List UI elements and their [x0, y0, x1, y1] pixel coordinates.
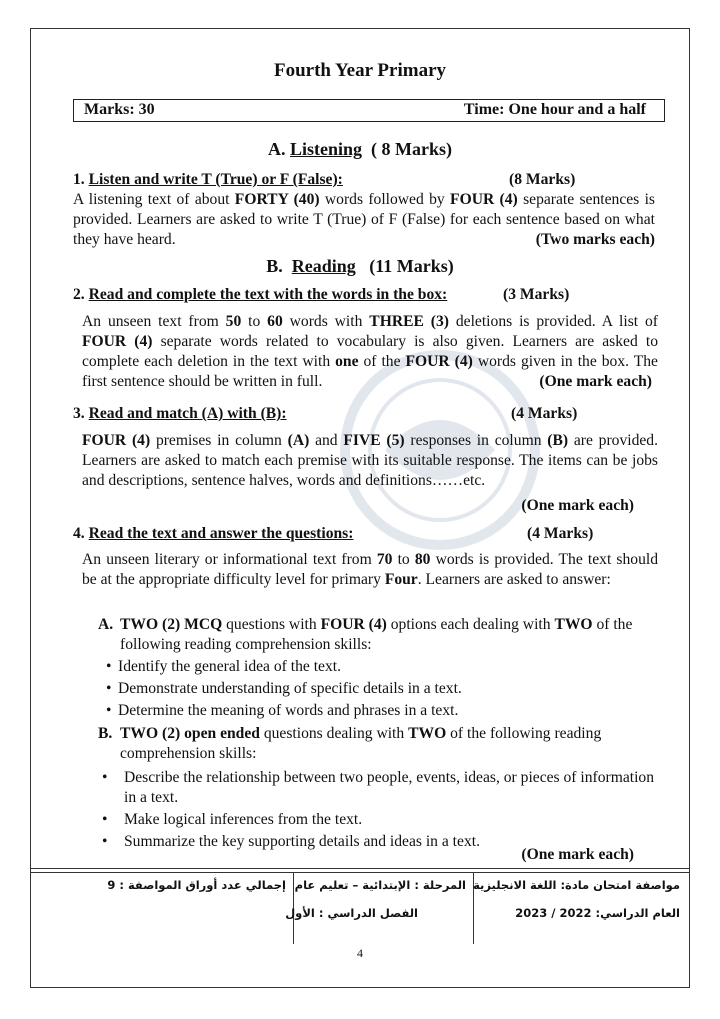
question-3-note: (One mark each)	[521, 497, 634, 514]
footer-stage: المرحلة : الإبتدائية – تعليم عام	[294, 878, 466, 892]
footer-total-pages: إجمالي عدد أوراق المواصفة : 9	[107, 878, 286, 892]
question-2-number: 2.	[73, 286, 85, 303]
list-item: • Summarize the key supporting details and ideas in a text.	[98, 832, 658, 852]
list-item: • Determine the meaning of words and phrases in a text.	[104, 701, 658, 721]
footer-divider	[30, 872, 690, 873]
question-1-title: Listen and write T (True) or F (False):	[88, 171, 343, 188]
marks-time-bar	[73, 99, 665, 122]
question-4-title: Read the text and answer the questions:	[88, 525, 354, 542]
question-1-text: A listening text of about FORTY (40) words followed by FOUR (4) separate sentences is provided. Learners are asked to write T (True) of F (False) for each sentence based on what they have heard.	[73, 191, 655, 248]
part-b-text: B. TWO (2) open ended questions dealing with TWO of the following reading comprehension skills:	[98, 725, 602, 762]
part-a-label: A.	[98, 616, 114, 633]
section-a-marks: ( 8 Marks)	[371, 139, 452, 159]
question-2-text: An unseen text from 50 to 60 words with THREE (3) deletions is provided. A list of FOUR (4) separate words related to vocabulary is also given. Learners are asked to complete each deletion in the text with one of the FOUR (4) words given in the box. The first sentence should be written in full.	[82, 313, 658, 390]
total-marks: Marks: 30	[84, 101, 155, 118]
question-1	[73, 170, 655, 250]
question-2-marks: (3 Marks)	[503, 286, 570, 303]
list-item: • Identify the general idea of the text.	[104, 657, 658, 677]
question-3-heading	[73, 404, 655, 424]
question-2	[73, 285, 655, 305]
question-3-number: 3.	[73, 405, 85, 422]
footer-term: الفصل الدراسي : الأول	[285, 906, 418, 920]
part-b-label: B.	[98, 725, 113, 742]
footer-divider	[30, 868, 690, 869]
exam-time: Time: One hour and a half	[463, 101, 646, 118]
part-a-skills	[104, 657, 658, 721]
part-b-skills	[98, 768, 658, 852]
question-4	[73, 524, 655, 544]
question-4-marks: (4 Marks)	[527, 525, 594, 542]
list-item: • Describe the relationship between two people, events, ideas, or pieces of information in a text.	[98, 768, 658, 808]
question-2-title: Read and complete the text with the words in the box:	[88, 286, 448, 303]
question-4-heading	[73, 524, 655, 544]
section-a-name: Listening	[289, 139, 363, 159]
page-number: 4	[357, 946, 363, 960]
part-a-text: A. TWO (2) MCQ questions with FOUR (4) options each dealing with TWO of the following reading comprehension skills:	[98, 616, 633, 653]
section-a-heading	[0, 139, 720, 160]
question-3-title: Read and match (A) with (B):	[88, 405, 287, 422]
section-b-heading	[0, 256, 720, 277]
footer-year: العام الدراسي: 2022 / 2023	[515, 906, 680, 920]
footer-subject: مواصفة امتحان مادة: اللغة الانجليزية	[473, 878, 680, 892]
question-1-heading	[73, 170, 655, 190]
question-3	[73, 404, 655, 424]
question-2-heading	[73, 285, 655, 305]
section-a-letter: A.	[267, 139, 286, 159]
question-4-part-a	[98, 615, 658, 721]
page-title: Fourth Year Primary	[273, 60, 446, 81]
question-3-text: FOUR (4) premises in column (A) and FIVE (5) responses in column (B) are provided. Learners are asked to match each premise with its suitable response. The items can be jobs and descriptions, sentence halves, words and definitions……etc.	[82, 432, 659, 489]
list-item: • Demonstrate understanding of specific details in a text.	[104, 679, 658, 699]
question-4-number: 4.	[73, 525, 85, 542]
question-2-note: (One mark each)	[539, 373, 652, 390]
section-b-name: Reading	[291, 256, 356, 276]
section-b-marks: (11 Marks)	[369, 256, 454, 276]
question-4-note: (One mark each)	[521, 846, 634, 863]
section-b-letter: B.	[266, 256, 283, 276]
question-1-note: (Two marks each)	[535, 231, 655, 248]
question-4-part-b	[98, 724, 658, 852]
question-1-number: 1.	[73, 171, 85, 188]
question-3-marks: (4 Marks)	[511, 405, 578, 422]
list-item: • Make logical inferences from the text.	[98, 810, 658, 830]
question-4-text: An unseen literary or informational text from 70 to 80 words is provided. The text should be at the appropriate difficulty level for primary Four. Learners are asked to answer:	[82, 551, 658, 588]
question-1-marks: (8 Marks)	[509, 171, 576, 188]
